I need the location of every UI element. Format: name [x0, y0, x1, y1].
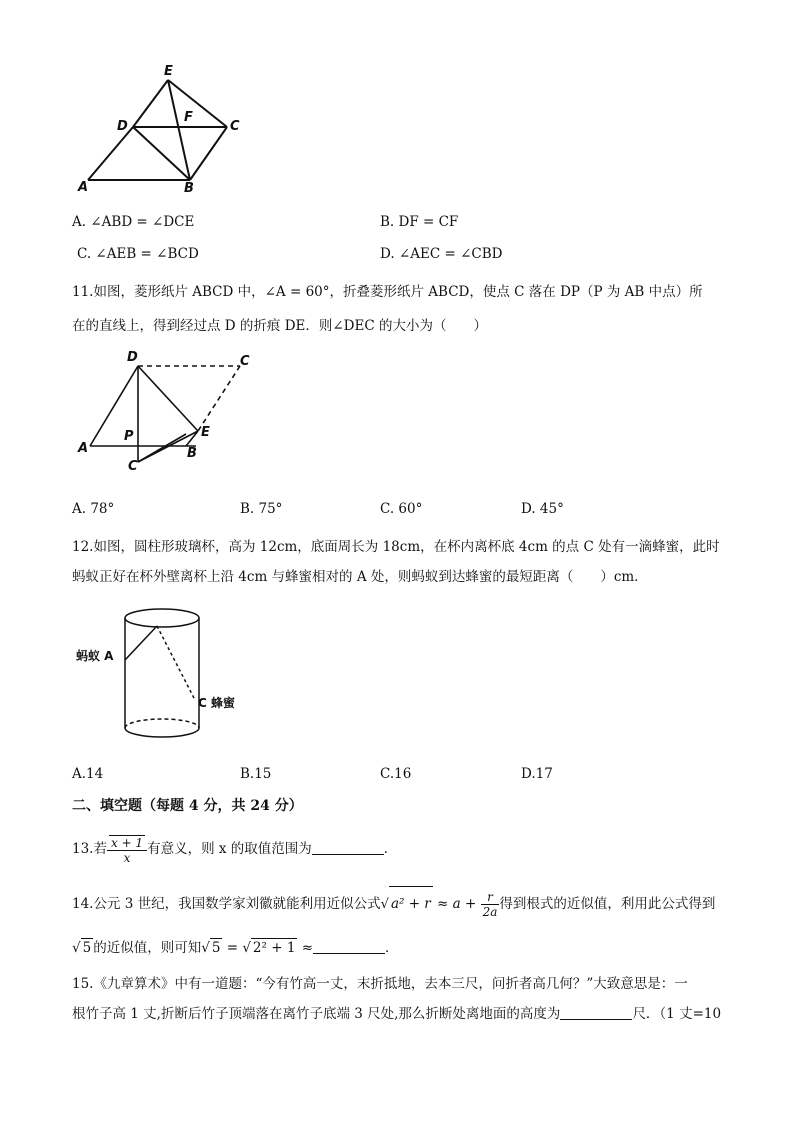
fig11-label-a: A [78, 441, 89, 456]
q15-line2-a: 根竹子高 1 丈,折断后竹子顶端落在离竹子底端 3 尺处,那么折断处离地面的高度为 [72, 1006, 561, 1022]
q12-option-a: A.14 [72, 766, 104, 782]
q11-option-c: C. 60° [380, 501, 423, 517]
q15-answer-blank[interactable] [560, 1005, 632, 1020]
q15-stem-line2 [72, 1005, 721, 1023]
q11-stem-line2: 在的直线上，得到经过点 D 的折痕 DE．则∠DEC 的大小为（ ） [72, 318, 487, 334]
q12-option-d: D.17 [521, 766, 553, 782]
q12-stem-line1: 12.如图，圆柱形玻璃杯，高为 12cm，底面周长为 18cm，在杯内离杯底 4cm 的点 C 处有一滴蜂蜜，此时 [72, 539, 720, 555]
fig10-label-e: E [164, 64, 173, 79]
q15-line2-b: 尺．（1 丈=10 [632, 1006, 722, 1022]
q10-option-a: A. ∠ABD = ∠DCE [72, 214, 195, 230]
q14-prefix: 14.公元 3 世纪，我国数学家刘徽就能利用近似公式 [72, 896, 381, 912]
fig10-label-a: A [78, 180, 89, 195]
q11-option-a: A. 78° [72, 501, 115, 517]
q14-formula-radicand: a² + r [389, 886, 433, 921]
q14-radicand-2: 2² + 1 [252, 940, 296, 956]
q14-sqrt5-a: 5 [82, 940, 92, 956]
q12-option-c: C.16 [380, 766, 412, 782]
q11-stem-line1: 11.如图，菱形纸片 ABCD 中，∠A = 60°，折叠菱形纸片 ABCD，使点 C 落在 DP（P 为 AB 中点）所 [72, 284, 703, 300]
q14-sqrt5-b: 5 [211, 940, 221, 956]
fig10-label-b: B [184, 181, 194, 196]
rhombus-fold-figure-q11 [0, 350, 794, 480]
q10-option-d: D. ∠AEC = ∠CBD [380, 246, 503, 262]
q10-option-c: C. ∠AEB = ∠BCD [77, 246, 199, 262]
fig11-label-b: B [187, 446, 197, 461]
q14-stem-line2: √ 5 的近似值，则可知√ 5 = √ 2² + 1 ≈ ． [72, 940, 399, 956]
q13-stem [72, 832, 397, 872]
q13-suffix: 有意义，则 x 的取值范围为 [147, 841, 312, 857]
rhombus-fold-figure-q10 [0, 0, 794, 200]
fig10-label-c: C [230, 119, 240, 134]
q14-fraction-den: 2a [482, 905, 498, 919]
q14-stem-line1: 14.公元 3 世纪，我国数学家刘徽就能利用近似公式√ a² + r ≈ a + $\frac{r}{2a}$ 得到根式的近似值，利用此公式得到 [72, 886, 715, 926]
q14-answer-blank[interactable] [313, 939, 385, 954]
q13-end: ． [383, 841, 398, 857]
fig12-label-honey: C 蜂蜜 [198, 696, 235, 710]
fig11-label-c-prime: C′ [128, 459, 141, 474]
fig11-label-c: C [240, 354, 250, 369]
q14-eq: = [226, 940, 243, 956]
q14-fraction [481, 890, 500, 919]
q13-denominator: x [123, 850, 131, 865]
q14-fraction-num: r [481, 890, 500, 905]
q14-approx-2: ≈ [301, 940, 314, 956]
section-title-fill-in: 二、填空题（每题 4 分，共 24 分） [72, 798, 303, 814]
q14-approx: ≈ a + [437, 896, 477, 912]
fig11-label-d: D [127, 350, 138, 365]
q14-end: ． [385, 940, 399, 956]
fig11-label-p: P [124, 429, 134, 444]
q12-stem-line2: 蚂蚁正好在杯外壁离杯上沿 4cm 与蜂蜜相对的 A 处，则蚂蚁到达蜂蜜的最短距离（ ）cm． [72, 569, 648, 585]
fig10-label-f: F [184, 110, 193, 125]
q14-line2-mid: 的近似值，则可知 [93, 940, 202, 956]
q12-option-b: B.15 [240, 766, 272, 782]
q15-stem-line1: 15.《九章算术》中有一道题：“今有竹高一丈，末折抵地，去本三尺，问折者高几何？”大致意思是：一 [72, 976, 688, 992]
cylinder-glass-figure-q12 [0, 600, 794, 760]
q13-answer-blank[interactable] [312, 840, 384, 855]
q11-option-b: B. 75° [240, 501, 283, 517]
q11-option-d: D. 45° [521, 501, 564, 517]
fig10-label-d: D [117, 119, 128, 134]
q13-fraction [107, 835, 147, 865]
q13-prefix: 13.若 [72, 841, 107, 857]
fig12-label-ant: 蚂蚁 A [76, 649, 114, 663]
fig11-label-e: E [201, 425, 210, 440]
q13-numerator: x + 1 [110, 835, 144, 850]
q10-option-b: B. DF = CF [380, 214, 459, 230]
q14-suffix: 得到根式的近似值，利用此公式得到 [499, 896, 716, 912]
